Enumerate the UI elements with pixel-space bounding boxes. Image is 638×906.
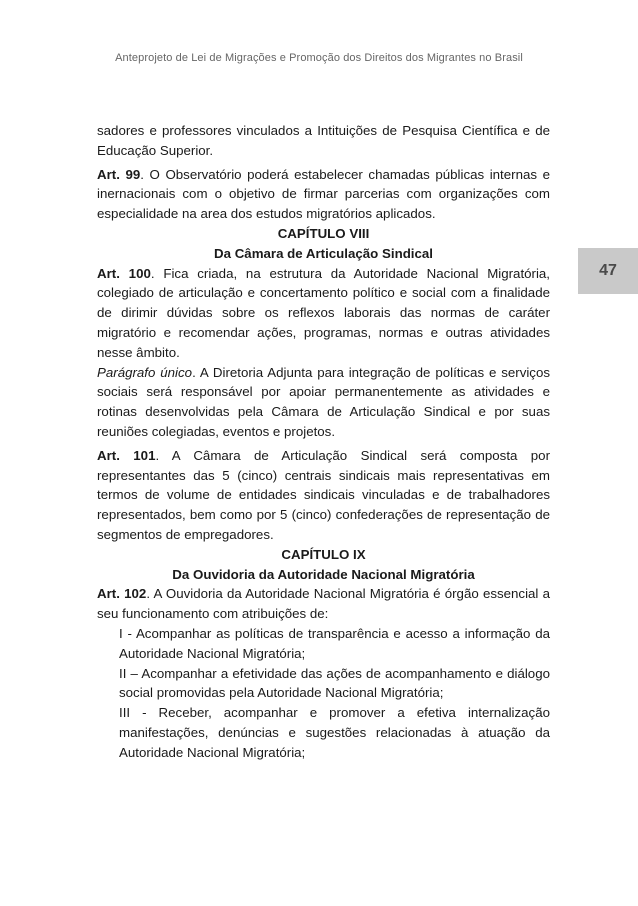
paragraph-text: . A Diretoria Adjunta para integração de políticas e serviços sociais será responsável por apoiar permanentemente as atividades e rotinas desenvolvidas pela Câmara de Articulação Sindical e por suas reuniões colegiadas, eventos e projetos. xyxy=(97,364,550,439)
article-text: . A Ouvidoria da Autoridade Nacional Migratória é órgão essencial a seu funcionamento com atribuições de: xyxy=(97,586,551,622)
page-number: 47 xyxy=(599,262,617,279)
article-label: Art. 101 xyxy=(97,447,156,463)
paragrafo-unico xyxy=(97,363,550,442)
page-number-tab xyxy=(578,248,638,294)
list-item: I - Acompanhar as políticas de transparência e acesso a informação da Autoridade Nacional Migratória; xyxy=(119,625,550,661)
article-101 xyxy=(97,446,550,545)
chapter-heading: CAPÍTULO IX xyxy=(281,546,366,562)
article-label: Art. 102 xyxy=(97,586,147,602)
list-item: III - Receber, acompanhar e promover a efetiva internalização manifestações, denúncias e sugestões relacionadas à atuação da Autoridade Nacional Migratória; xyxy=(119,705,550,760)
article-100 xyxy=(97,264,550,363)
paragraph-continuation: sadores e professores vinculados a Intituições de Pesquisa Científica e de Educação Superior. xyxy=(97,123,550,158)
chapter-title: Da Ouvidoria da Autoridade Nacional Migratória xyxy=(172,566,475,582)
article-text: . Fica criada, na estrutura da Autoridade Nacional Migratória, colegiado de articulação e concertamento político e social com a finalidade de dirimir dúvidas sobre os reflexos laborais das normas de caráter migratório e recomendar ações, programas, normas e outras atividades nesse âmbito. xyxy=(97,265,551,360)
list-item: II – Acompanhar a efetividade das ações de acompanhamento e diálogo social promovidas pela Autoridade Nacional Migratória; xyxy=(119,665,550,701)
article-text: . O Observatório poderá estabelecer chamadas públicas internas e inernacionais com o objetivo de firmar parcerias com organizações com especialidade na area dos estudos migratórios aplicados. xyxy=(97,166,550,222)
paragraph-label: Parágrafo único xyxy=(97,364,193,380)
chapter-title: Da Câmara de Articulação Sindical xyxy=(214,245,433,261)
article-label: Art. 99 xyxy=(97,166,141,182)
chapter-heading: CAPÍTULO VIII xyxy=(277,225,370,241)
document-body xyxy=(97,121,550,763)
running-header: Anteprojeto de Lei de Migrações e Promoção dos Direitos dos Migrantes no Brasil xyxy=(115,52,523,64)
article-99 xyxy=(97,165,550,224)
article-102 xyxy=(97,584,550,624)
article-label: Art. 100 xyxy=(97,265,151,281)
article-text: . A Câmara de Articulação Sindical será composta por representantes das 5 (cinco) centrais sindicais mais representativas em termos de volume de entidades sindicais vinculadas e de trabalhadores representados, bem como por 5 (cinco) confederações de representação de segmentos de empregadores. xyxy=(97,447,551,542)
